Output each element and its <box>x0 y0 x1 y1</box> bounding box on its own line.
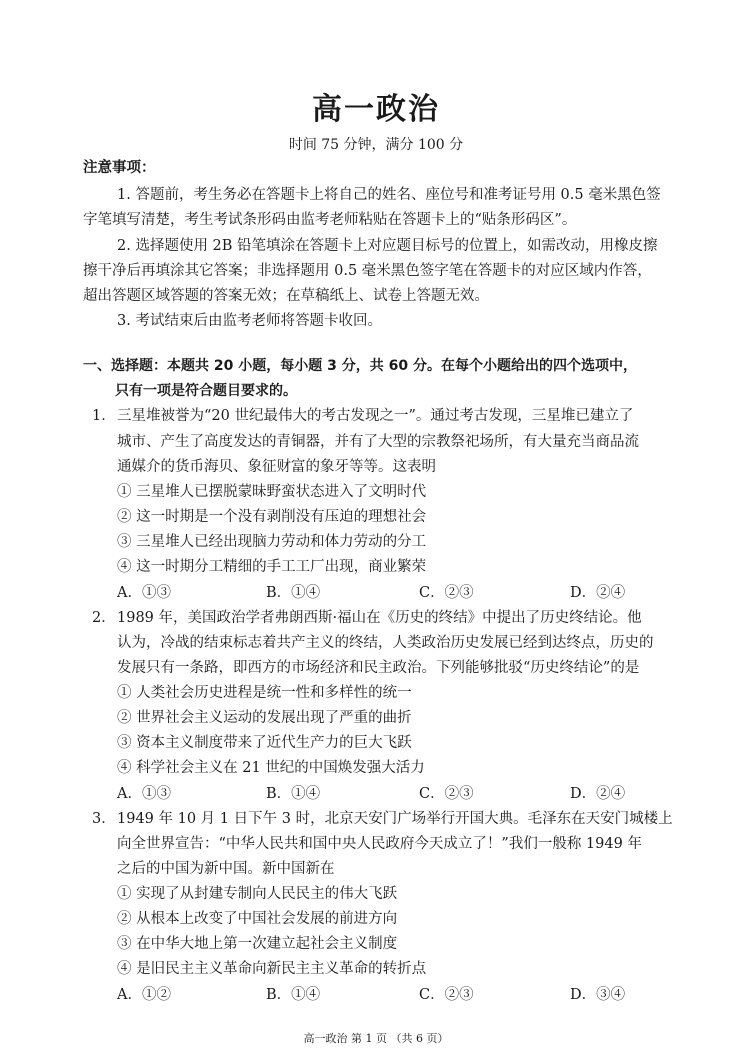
notice-line: 2. 选择题使用 2B 铅笔填涂在答题卡上对应题目标号的位置上，如需改动，用橡皮擦 <box>117 238 658 254</box>
notice-line: 擦干净后再填涂其它答案；非选择题用 0.5 毫米黑色签字笔在答题卡的对应区域内作答， <box>83 263 652 279</box>
notice-line: 1. 答题前，考生务必在答题卡上将自己的姓名、座位号和准考证号用 0.5 毫米黑色签 <box>117 187 661 203</box>
section-heading: 只有一项是符合题目要求的。 <box>115 383 297 399</box>
question-number: 1． <box>92 408 116 424</box>
notice-line: 超出答题区域答题的答案无效；在草稿纸上、试卷上答题无效。 <box>83 288 489 304</box>
answer-choice-a: A．①③ <box>117 585 171 601</box>
page-footer: 高一政治 第 1 页 （共 6 页） <box>303 1032 449 1045</box>
section-heading: 一、选择题：本题共 20 小题，每小题 3 分，共 60 分。在每个小题给出的四个选项中， <box>83 358 637 374</box>
question-option: ③ 三星堆人已经出现脑力劳动和体力劳动的分工 <box>117 534 427 550</box>
question-option: ② 从根本上改变了中国社会发展的前进方向 <box>117 911 398 927</box>
question-stem: 向全世界宣告：“中华人民共和国中央人民政府今天成立了！”我们一般称 1949 年 <box>117 836 642 852</box>
question-stem: 发展只有一条路，即西方的市场经济和民主政治。下列能够批驳“历史终结论”的是 <box>117 660 640 676</box>
exam-time-info: 时间 75 分钟，满分 100 分 <box>288 137 464 153</box>
answer-choice-c: C．②③ <box>419 786 474 802</box>
answer-choice-b: B．①④ <box>266 786 321 802</box>
question-option: ② 这一时期是一个没有剥削没有压迫的理想社会 <box>117 509 427 525</box>
question-option: ② 世界社会主义运动的发展出现了严重的曲折 <box>117 710 412 726</box>
answer-choice-c: C．②③ <box>419 987 474 1003</box>
notice-line: 字笔填写清楚，考生考试条形码由监考老师粘贴在答题卡上的“贴条形码区”。 <box>83 212 577 228</box>
question-stem: 认为，冷战的结束标志着共产主义的终结，人类政治历史发展已经到达终点，历史的 <box>117 635 654 651</box>
question-number: 2． <box>92 610 116 626</box>
notice-heading: 注意事项： <box>83 160 156 176</box>
question-stem: 1949 年 10 月 1 日下午 3 时，北京天安门广场举行开国大典。毛泽东在天安门城楼上 <box>117 811 673 827</box>
question-number: 3． <box>92 811 116 827</box>
question-option: ① 人类社会历史进程是统一性和多样性的统一 <box>117 685 412 701</box>
answer-choice-a: A．①② <box>117 987 171 1003</box>
answer-choice-b: B．①④ <box>266 585 321 601</box>
answer-choice-b: B．①④ <box>266 987 321 1003</box>
notice-line: 3. 考试结束后由监考老师将答题卡收回。 <box>117 313 382 329</box>
question-stem: 1989 年，美国政治学者弗朗西斯·福山在《历史的终结》中提出了历史终结论。他 <box>117 610 642 626</box>
answer-choice-d: D．②④ <box>570 786 626 802</box>
answer-choice-d: D．②④ <box>570 585 626 601</box>
question-option: ④ 科学社会主义在 21 世纪的中国焕发强大活力 <box>117 760 425 776</box>
page-title: 高一政治 <box>312 92 440 127</box>
question-stem: 城市、产生了高度发达的青铜器，并有了大型的宗教祭祀场所，有大量充当商品流 <box>117 434 639 450</box>
answer-choice-d: D．③④ <box>570 987 626 1003</box>
question-option: ① 实现了从封建专制向人民民主的伟大飞跃 <box>117 886 398 902</box>
question-option: ④ 这一时期分工精细的手工工厂出现，商业繁荣 <box>117 559 427 575</box>
question-stem: 通媒介的货币海贝、象征财富的象牙等等。这表明 <box>117 459 436 475</box>
answer-choice-c: C．②③ <box>419 585 474 601</box>
answer-choice-a: A．①③ <box>117 786 171 802</box>
question-option: ③ 资本主义制度带来了近代生产力的巨大飞跃 <box>117 735 412 751</box>
question-option: ④ 是旧民主主义革命向新民主主义革命的转折点 <box>117 961 427 977</box>
question-stem: 三星堆被誉为“20 世纪最伟大的考古发现之一”。通过考古发现，三星堆已建立了 <box>117 408 634 424</box>
question-option: ① 三星堆人已摆脱蒙昧野蛮状态进入了文明时代 <box>117 484 427 500</box>
question-stem: 之后的中国为新中国。新中国新在 <box>117 861 335 877</box>
question-option: ③ 在中华大地上第一次建立起社会主义制度 <box>117 936 398 952</box>
